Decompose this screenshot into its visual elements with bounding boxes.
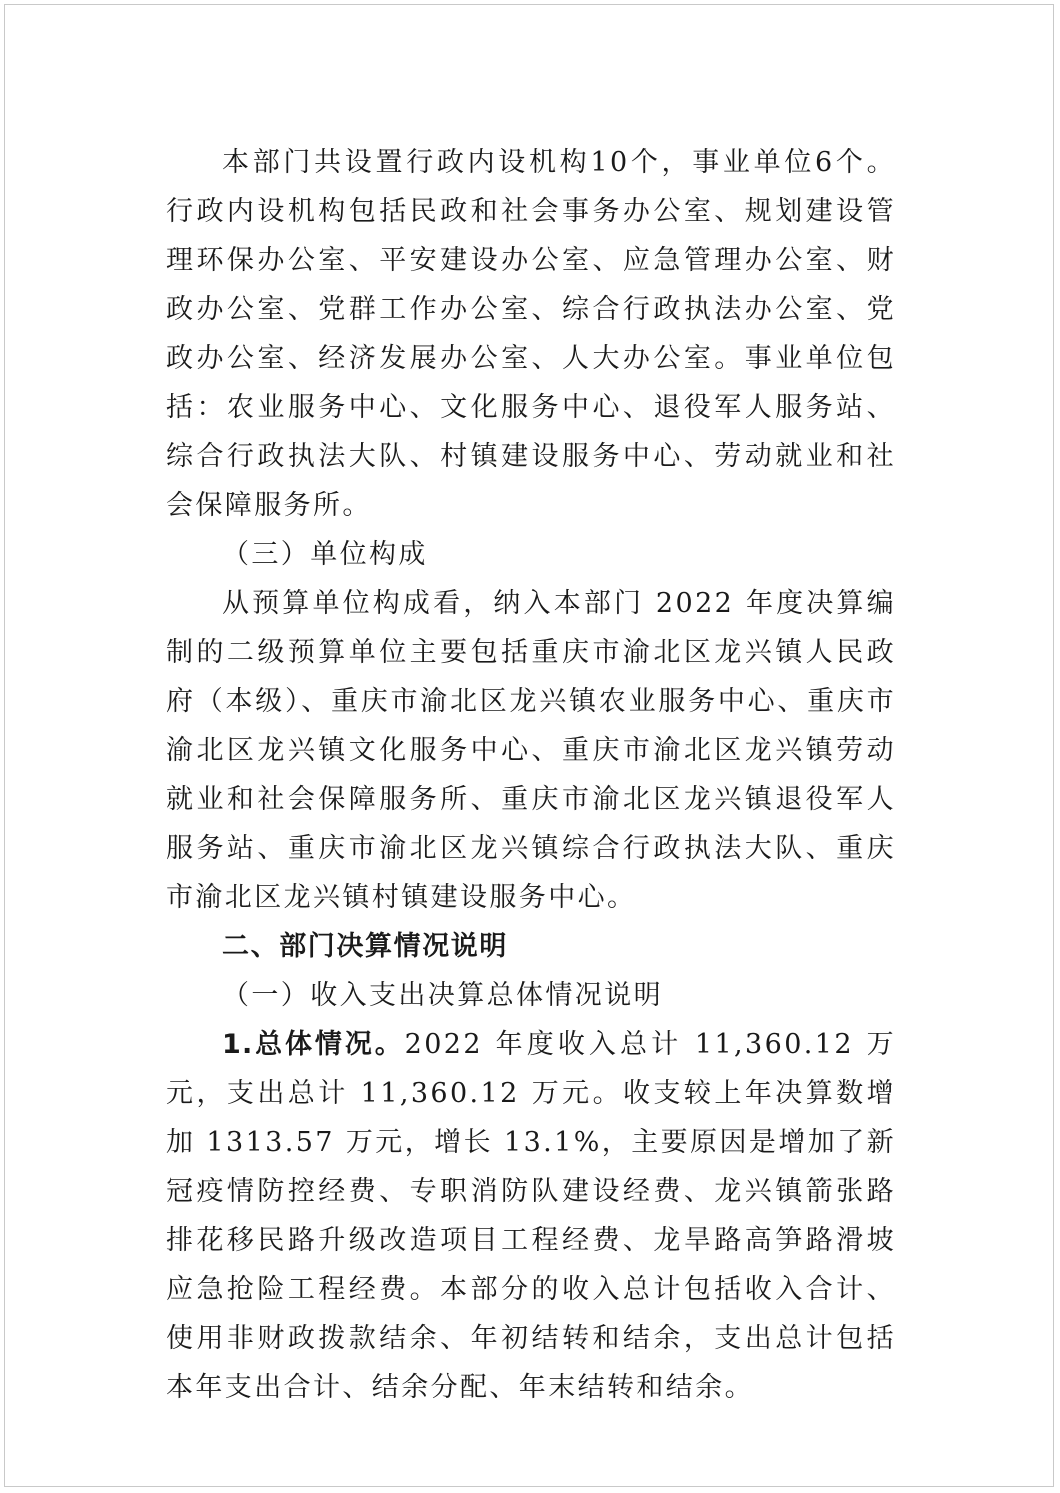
document-body bbox=[166, 138, 896, 1412]
heading-section-two: 二、部门决算情况说明 bbox=[222, 931, 508, 962]
paragraph-budget-units: 从预算单位构成看，纳入本部门 2022 年度决算编制的二级预算单位主要包括重庆市渝北区龙兴镇人民政府（本级）、重庆市渝北区龙兴镇农业服务中心、重庆市渝北区龙兴镇文化服务中心、重庆市渝北区龙兴镇劳动就业和社会保障服务所、重庆市渝北区龙兴镇退役军人服务站、重庆市渝北区龙兴镇综合行政执法大队、重庆市渝北区龙兴镇村镇建设服务中心。 bbox=[166, 588, 896, 913]
paragraph-institutions: 本部门共设置行政内设机构10个，事业单位6个。行政内设机构包括民政和社会事务办公室、规划建设管理环保办公室、平安建设办公室、应急管理办公室、财政办公室、党群工作办公室、综合行政执法办公室、党政办公室、经济发展办公室、人大办公室。事业单位包括：农业服务中心、文化服务中心、退役军人服务站、综合行政执法大队、村镇建设服务中心、劳动就业和社会保障服务所。 bbox=[166, 147, 896, 521]
heading-unit-composition: （三）单位构成 bbox=[222, 539, 428, 570]
heading-income-expenditure: （一）收入支出决算总体情况说明 bbox=[222, 980, 663, 1011]
overall-situation-body: 2022 年度收入总计 11,360.12 万元，支出总计 11,360.12 万元。收支较上年决算数增加 1313.57 万元，增长 13.1%，主要原因是增加了新冠疫情防控经费、专职消防队建设经费、龙兴镇箭张路排花移民路升级改造项目工程经费、龙旱路高笋路滑坡应急抢险工程经费。本部分的收入总计包括收入合计、使用非财政拨款结余、年初结转和结余，支出总计包括本年支出合计、结余分配、年末结转和结余。 bbox=[166, 1029, 896, 1403]
paragraph-overall-situation bbox=[166, 1020, 896, 1412]
overall-situation-lead: 1.总体情况。 bbox=[222, 1029, 405, 1060]
